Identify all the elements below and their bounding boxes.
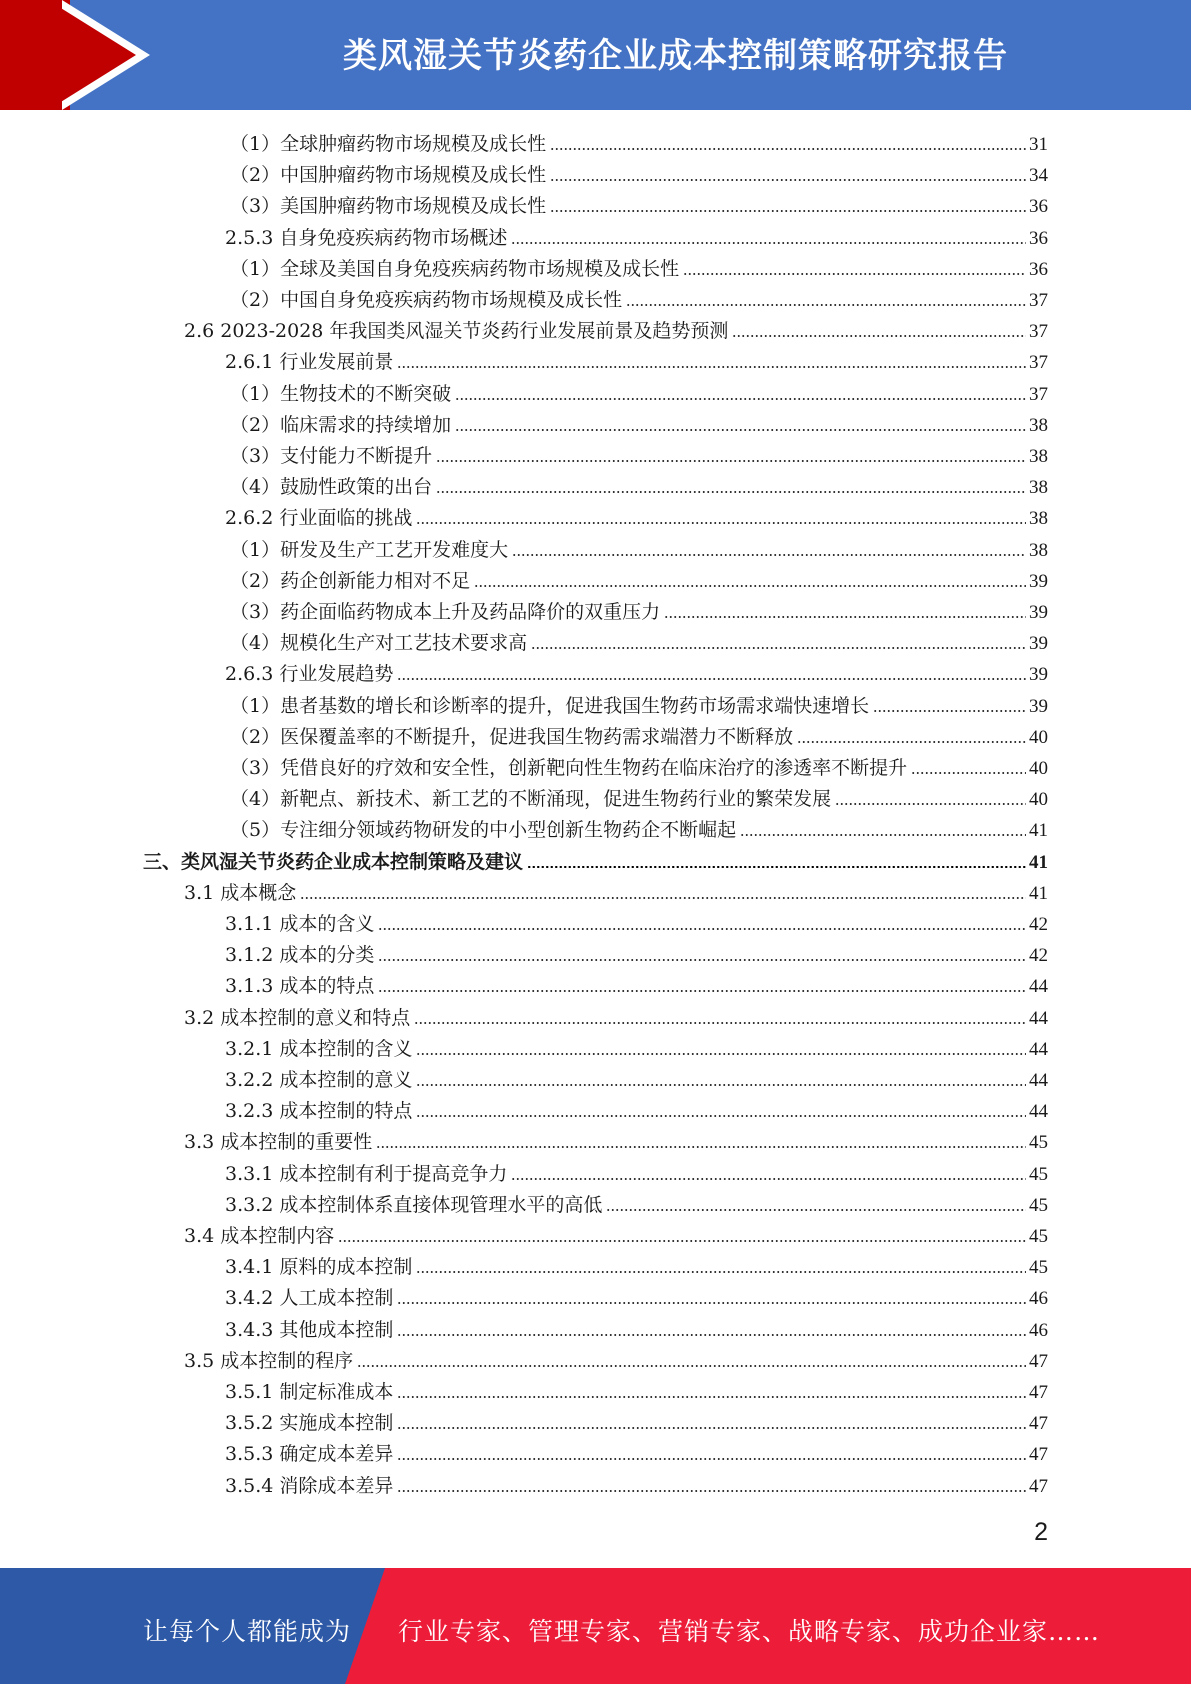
- toc-entry-page: 45: [1029, 1194, 1048, 1216]
- toc-entry[interactable]: [225, 1187, 1048, 1218]
- toc-entry-title: 2.6.2 行业面临的挑战: [225, 507, 413, 530]
- toc-entry-page: 47: [1029, 1413, 1048, 1435]
- toc-dot-leader: [416, 1053, 1026, 1055]
- toc-entry-page: 38: [1029, 508, 1048, 530]
- toc-entry-page: 31: [1029, 134, 1048, 155]
- toc-entry-page: 37: [1029, 352, 1048, 374]
- toc-entry-title: （2）医保覆盖率的不断提升，促进我国生物药需求端潜力不断释放: [230, 725, 794, 748]
- toc-entry[interactable]: [230, 625, 1048, 656]
- toc-entry-title: 3.1.1 成本的含义: [225, 913, 375, 935]
- toc-dot-leader: [376, 1146, 1026, 1148]
- toc-entry-page: 41: [1029, 851, 1048, 873]
- toc-dot-leader: [378, 928, 1026, 930]
- toc-entry[interactable]: [230, 251, 1048, 282]
- toc-entry[interactable]: [230, 563, 1048, 594]
- toc-entry[interactable]: [225, 1062, 1048, 1093]
- toc-entry[interactable]: [230, 719, 1048, 750]
- toc-entry-title: （1）生物技术的不断突破: [230, 382, 452, 405]
- toc-entry-page: 39: [1029, 633, 1048, 655]
- toc-entry[interactable]: [184, 1218, 1048, 1249]
- toc-entry-title: 3.1.2 成本的分类: [225, 944, 375, 967]
- toc-entry[interactable]: [143, 844, 1048, 875]
- toc-entry-title: 3.5.4 消除成本差异: [225, 1474, 394, 1497]
- toc-entry[interactable]: [230, 282, 1048, 313]
- toc-dot-leader: [414, 1022, 1026, 1024]
- toc-entry-title: 2.5.3 自身免疫疾病药物市场概述: [225, 226, 508, 249]
- toc-entry-title: （2）临床需求的持续增加: [230, 413, 452, 436]
- toc-entry[interactable]: [184, 1124, 1048, 1155]
- toc-dot-leader: [550, 210, 1026, 212]
- toc-entry-page: 42: [1029, 945, 1048, 967]
- toc-entry[interactable]: [230, 407, 1048, 438]
- toc-entry[interactable]: [230, 532, 1048, 563]
- toc-dot-leader: [527, 866, 1026, 868]
- toc-entry-page: 40: [1029, 758, 1048, 779]
- toc-entry[interactable]: [230, 781, 1048, 812]
- toc-entry-title: 3.5.3 确定成本差异: [225, 1443, 394, 1466]
- toc-dot-leader: [378, 990, 1026, 992]
- toc-entry-title: 2.6.3 行业发展趋势: [225, 663, 394, 686]
- toc-entry[interactable]: [230, 126, 1048, 157]
- toc-entry[interactable]: [230, 469, 1048, 500]
- toc-dot-leader: [397, 1490, 1026, 1492]
- toc-dot-leader: [455, 398, 1026, 400]
- toc-entry[interactable]: [225, 656, 1048, 687]
- toc-entry-title: 3.3.2 成本控制体系直接体现管理水平的高低: [225, 1193, 603, 1216]
- toc-dot-leader: [732, 335, 1026, 337]
- toc-entry-title: 3.5.2 实施成本控制: [225, 1412, 394, 1435]
- toc-dot-leader: [626, 304, 1026, 306]
- toc-entry-page: 45: [1029, 1163, 1048, 1185]
- toc-dot-leader: [474, 585, 1026, 587]
- toc-entry-title: （1）全球及美国自身免疫疾病药物市场规模及成长性: [230, 257, 680, 280]
- toc-entry[interactable]: [184, 1000, 1048, 1031]
- toc-entry-page: 39: [1029, 695, 1048, 717]
- toc-dot-leader: [397, 678, 1026, 680]
- toc-entry-title: （4）鼓励性政策的出台: [230, 476, 433, 499]
- toc-entry-title: 3.5 成本控制的程序: [184, 1349, 354, 1372]
- footer-slogan-right: 行业专家、管理专家、营销专家、战略专家、成功企业家……: [398, 1617, 1101, 1646]
- toc-dot-leader: [455, 429, 1026, 431]
- toc-entry[interactable]: [230, 438, 1048, 469]
- document-title: 类风湿关节炎药企业成本控制策略研究报告: [343, 36, 1008, 76]
- toc-entry[interactable]: [225, 220, 1048, 251]
- toc-entry-page: 44: [1029, 1038, 1048, 1060]
- toc-entry-title: 3.2.1 成本控制的含义: [225, 1037, 413, 1060]
- toc-entry-title: 3.4.1 原料的成本控制: [225, 1256, 413, 1279]
- toc-dot-leader: [357, 1365, 1026, 1367]
- footer-slogan-left: 让每个人都能成为: [143, 1617, 352, 1646]
- toc-dot-leader: [512, 554, 1026, 556]
- toc-entry-title: 2.6 2023-2028 年我国类风湿关节炎药行业发展前景及趋势预测: [184, 320, 729, 343]
- toc-entry-page: 38: [1029, 477, 1048, 499]
- toc-entry-title: （2）药企创新能力相对不足: [230, 569, 471, 592]
- toc-entry-page: 39: [1029, 664, 1048, 686]
- toc-entry-title: 3.4.3 其他成本控制: [225, 1318, 394, 1341]
- toc-dot-leader: [550, 179, 1026, 181]
- toc-entry[interactable]: [225, 1249, 1048, 1280]
- toc-entry-page: 34: [1029, 165, 1048, 187]
- toc-entry[interactable]: [225, 1312, 1048, 1343]
- footer-banner: [0, 1568, 1191, 1684]
- toc-entry[interactable]: [225, 1468, 1048, 1499]
- toc-entry[interactable]: [230, 688, 1048, 719]
- toc-entry[interactable]: [230, 812, 1048, 843]
- toc-dot-leader: [397, 1458, 1026, 1460]
- toc-entry-page: 44: [1029, 1070, 1048, 1091]
- toc-entry[interactable]: [230, 376, 1048, 407]
- toc-entry[interactable]: [225, 1156, 1048, 1187]
- toc-entry-page: 40: [1029, 726, 1048, 748]
- toc-dot-leader: [416, 1271, 1026, 1273]
- toc-dot-leader: [416, 1084, 1026, 1086]
- toc-dot-leader: [397, 366, 1026, 368]
- page-number: 2: [1034, 1518, 1048, 1546]
- toc-dot-leader: [300, 897, 1026, 899]
- toc-dot-leader: [797, 741, 1026, 743]
- toc-entry-title: 3.2.2 成本控制的意义: [225, 1069, 413, 1091]
- toc-entry-title: 3.3 成本控制的重要性: [184, 1131, 373, 1154]
- toc-entry-page: 38: [1029, 539, 1048, 561]
- toc-entry-page: 46: [1029, 1288, 1048, 1310]
- toc-entry-page: 44: [1029, 1101, 1048, 1123]
- toc-entry-title: （3）凭借良好的疗效和安全性，创新靶向性生物药在临床治疗的渗透率不断提升: [230, 757, 908, 779]
- toc-dot-leader: [664, 616, 1026, 618]
- toc-entry-page: 36: [1029, 227, 1048, 249]
- toc-dot-leader: [397, 1396, 1026, 1398]
- toc-entry[interactable]: [225, 500, 1048, 531]
- toc-entry[interactable]: [225, 1405, 1048, 1436]
- toc-entry-title: 三、类风湿关节炎药企业成本控制策略及建议: [143, 850, 524, 873]
- toc-dot-leader: [531, 647, 1026, 649]
- toc-entry-title: 2.6.1 行业发展前景: [225, 351, 394, 374]
- toc-entry[interactable]: [230, 157, 1048, 188]
- toc-entry-page: 36: [1029, 258, 1048, 280]
- toc-entry-page: 47: [1029, 1382, 1048, 1403]
- toc-entry-title: （1）全球肿瘤药物市场规模及成长性: [230, 133, 547, 155]
- toc-dot-leader: [397, 1302, 1026, 1304]
- toc-entry-page: 46: [1029, 1319, 1048, 1341]
- toc-entry-page: 44: [1029, 976, 1048, 998]
- header-chevron-icon: [48, 0, 136, 110]
- toc-entry-page: 47: [1029, 1350, 1048, 1372]
- toc-dot-leader: [378, 959, 1026, 961]
- toc-entry-title: （4）规模化生产对工艺技术要求高: [230, 632, 528, 655]
- toc-entry[interactable]: [230, 750, 1048, 781]
- toc-entry-page: 40: [1029, 789, 1048, 811]
- toc-entry[interactable]: [225, 906, 1048, 937]
- toc-dot-leader: [550, 148, 1026, 150]
- toc-dot-leader: [873, 710, 1026, 712]
- toc-entry-title: （3）美国肿瘤药物市场规模及成长性: [230, 195, 547, 218]
- toc-entry-title: （4）新靶点、新技术、新工艺的不断涌现，促进生物药行业的繁荣发展: [230, 788, 832, 811]
- toc-entry-title: （1）患者基数的增长和诊断率的提升，促进我国生物药市场需求端快速增长: [230, 694, 870, 717]
- toc-dot-leader: [416, 522, 1026, 524]
- toc-entry-title: 3.2.3 成本控制的特点: [225, 1100, 413, 1123]
- toc-dot-leader: [436, 460, 1026, 462]
- toc-entry-title: （1）研发及生产工艺开发难度大: [230, 538, 509, 561]
- toc-entry[interactable]: [184, 313, 1048, 344]
- toc-dot-leader: [911, 772, 1026, 774]
- toc-entry-page: 39: [1029, 570, 1048, 592]
- toc-entry-title: （5）专注细分领域药物研发的中小型创新生物药企不断崛起: [230, 819, 737, 842]
- toc-dot-leader: [397, 1427, 1026, 1429]
- toc-entry[interactable]: [225, 1031, 1048, 1062]
- toc-entry-page: 47: [1029, 1444, 1048, 1466]
- toc-entry-page: 36: [1029, 196, 1048, 218]
- toc-entry-page: 47: [1029, 1475, 1048, 1497]
- toc-entry-title: （2）中国自身免疫疾病药物市场规模及成长性: [230, 289, 623, 311]
- toc-dot-leader: [683, 273, 1026, 275]
- toc-entry-title: （3）支付能力不断提升: [230, 445, 433, 467]
- toc-entry-page: 44: [1029, 1007, 1048, 1029]
- toc-entry-title: （2）中国肿瘤药物市场规模及成长性: [230, 164, 547, 187]
- toc-entry-title: 3.4 成本控制内容: [184, 1225, 335, 1247]
- toc-dot-leader: [397, 1334, 1026, 1336]
- toc-entry-page: 37: [1029, 290, 1048, 311]
- toc-entry[interactable]: [225, 1093, 1048, 1124]
- toc-entry-title: 3.3.1 成本控制有利于提高竞争力: [225, 1162, 508, 1185]
- toc-entry-page: 39: [1029, 602, 1048, 623]
- toc-dot-leader: [740, 834, 1026, 836]
- toc-entry-page: 42: [1029, 914, 1048, 935]
- toc-entry-title: 3.4.2 人工成本控制: [225, 1287, 394, 1310]
- toc-entry[interactable]: [184, 875, 1048, 906]
- toc-dot-leader: [511, 242, 1026, 244]
- toc-entry-page: 37: [1029, 321, 1048, 343]
- toc-entry-page: 37: [1029, 383, 1048, 405]
- toc-entry-page: 45: [1029, 1257, 1048, 1279]
- toc-entry-page: 45: [1029, 1132, 1048, 1154]
- toc-entry[interactable]: [230, 188, 1048, 219]
- toc-entry[interactable]: [230, 594, 1048, 625]
- toc-dot-leader: [436, 491, 1026, 493]
- toc-entry-page: 38: [1029, 446, 1048, 467]
- toc-dot-leader: [606, 1209, 1026, 1211]
- toc-dot-leader: [416, 1115, 1026, 1117]
- toc-entry[interactable]: [225, 937, 1048, 968]
- toc-entry[interactable]: [184, 1343, 1048, 1374]
- toc-entry[interactable]: [225, 1374, 1048, 1405]
- toc-entry-title: 3.5.1 制定标准成本: [225, 1381, 394, 1403]
- toc-entry-title: 3.1.3 成本的特点: [225, 975, 375, 998]
- header-banner: [0, 0, 1191, 110]
- toc-entry-page: 45: [1029, 1226, 1048, 1247]
- toc-entry-page: 38: [1029, 414, 1048, 436]
- toc-dot-leader: [511, 1178, 1026, 1180]
- toc-entry[interactable]: [225, 344, 1048, 375]
- toc-dot-leader: [835, 803, 1026, 805]
- toc-entry-title: （3）药企面临药物成本上升及药品降价的双重压力: [230, 601, 661, 623]
- toc-entry-page: 41: [1029, 820, 1048, 842]
- toc-entry-title: 3.2 成本控制的意义和特点: [184, 1006, 411, 1029]
- toc-entry-page: 41: [1029, 882, 1048, 904]
- toc-dot-leader: [338, 1240, 1026, 1242]
- toc-entry[interactable]: [225, 1280, 1048, 1311]
- toc-entry-title: 3.1 成本概念: [184, 881, 297, 904]
- toc-entry[interactable]: [225, 968, 1048, 999]
- toc-entry[interactable]: [225, 1436, 1048, 1467]
